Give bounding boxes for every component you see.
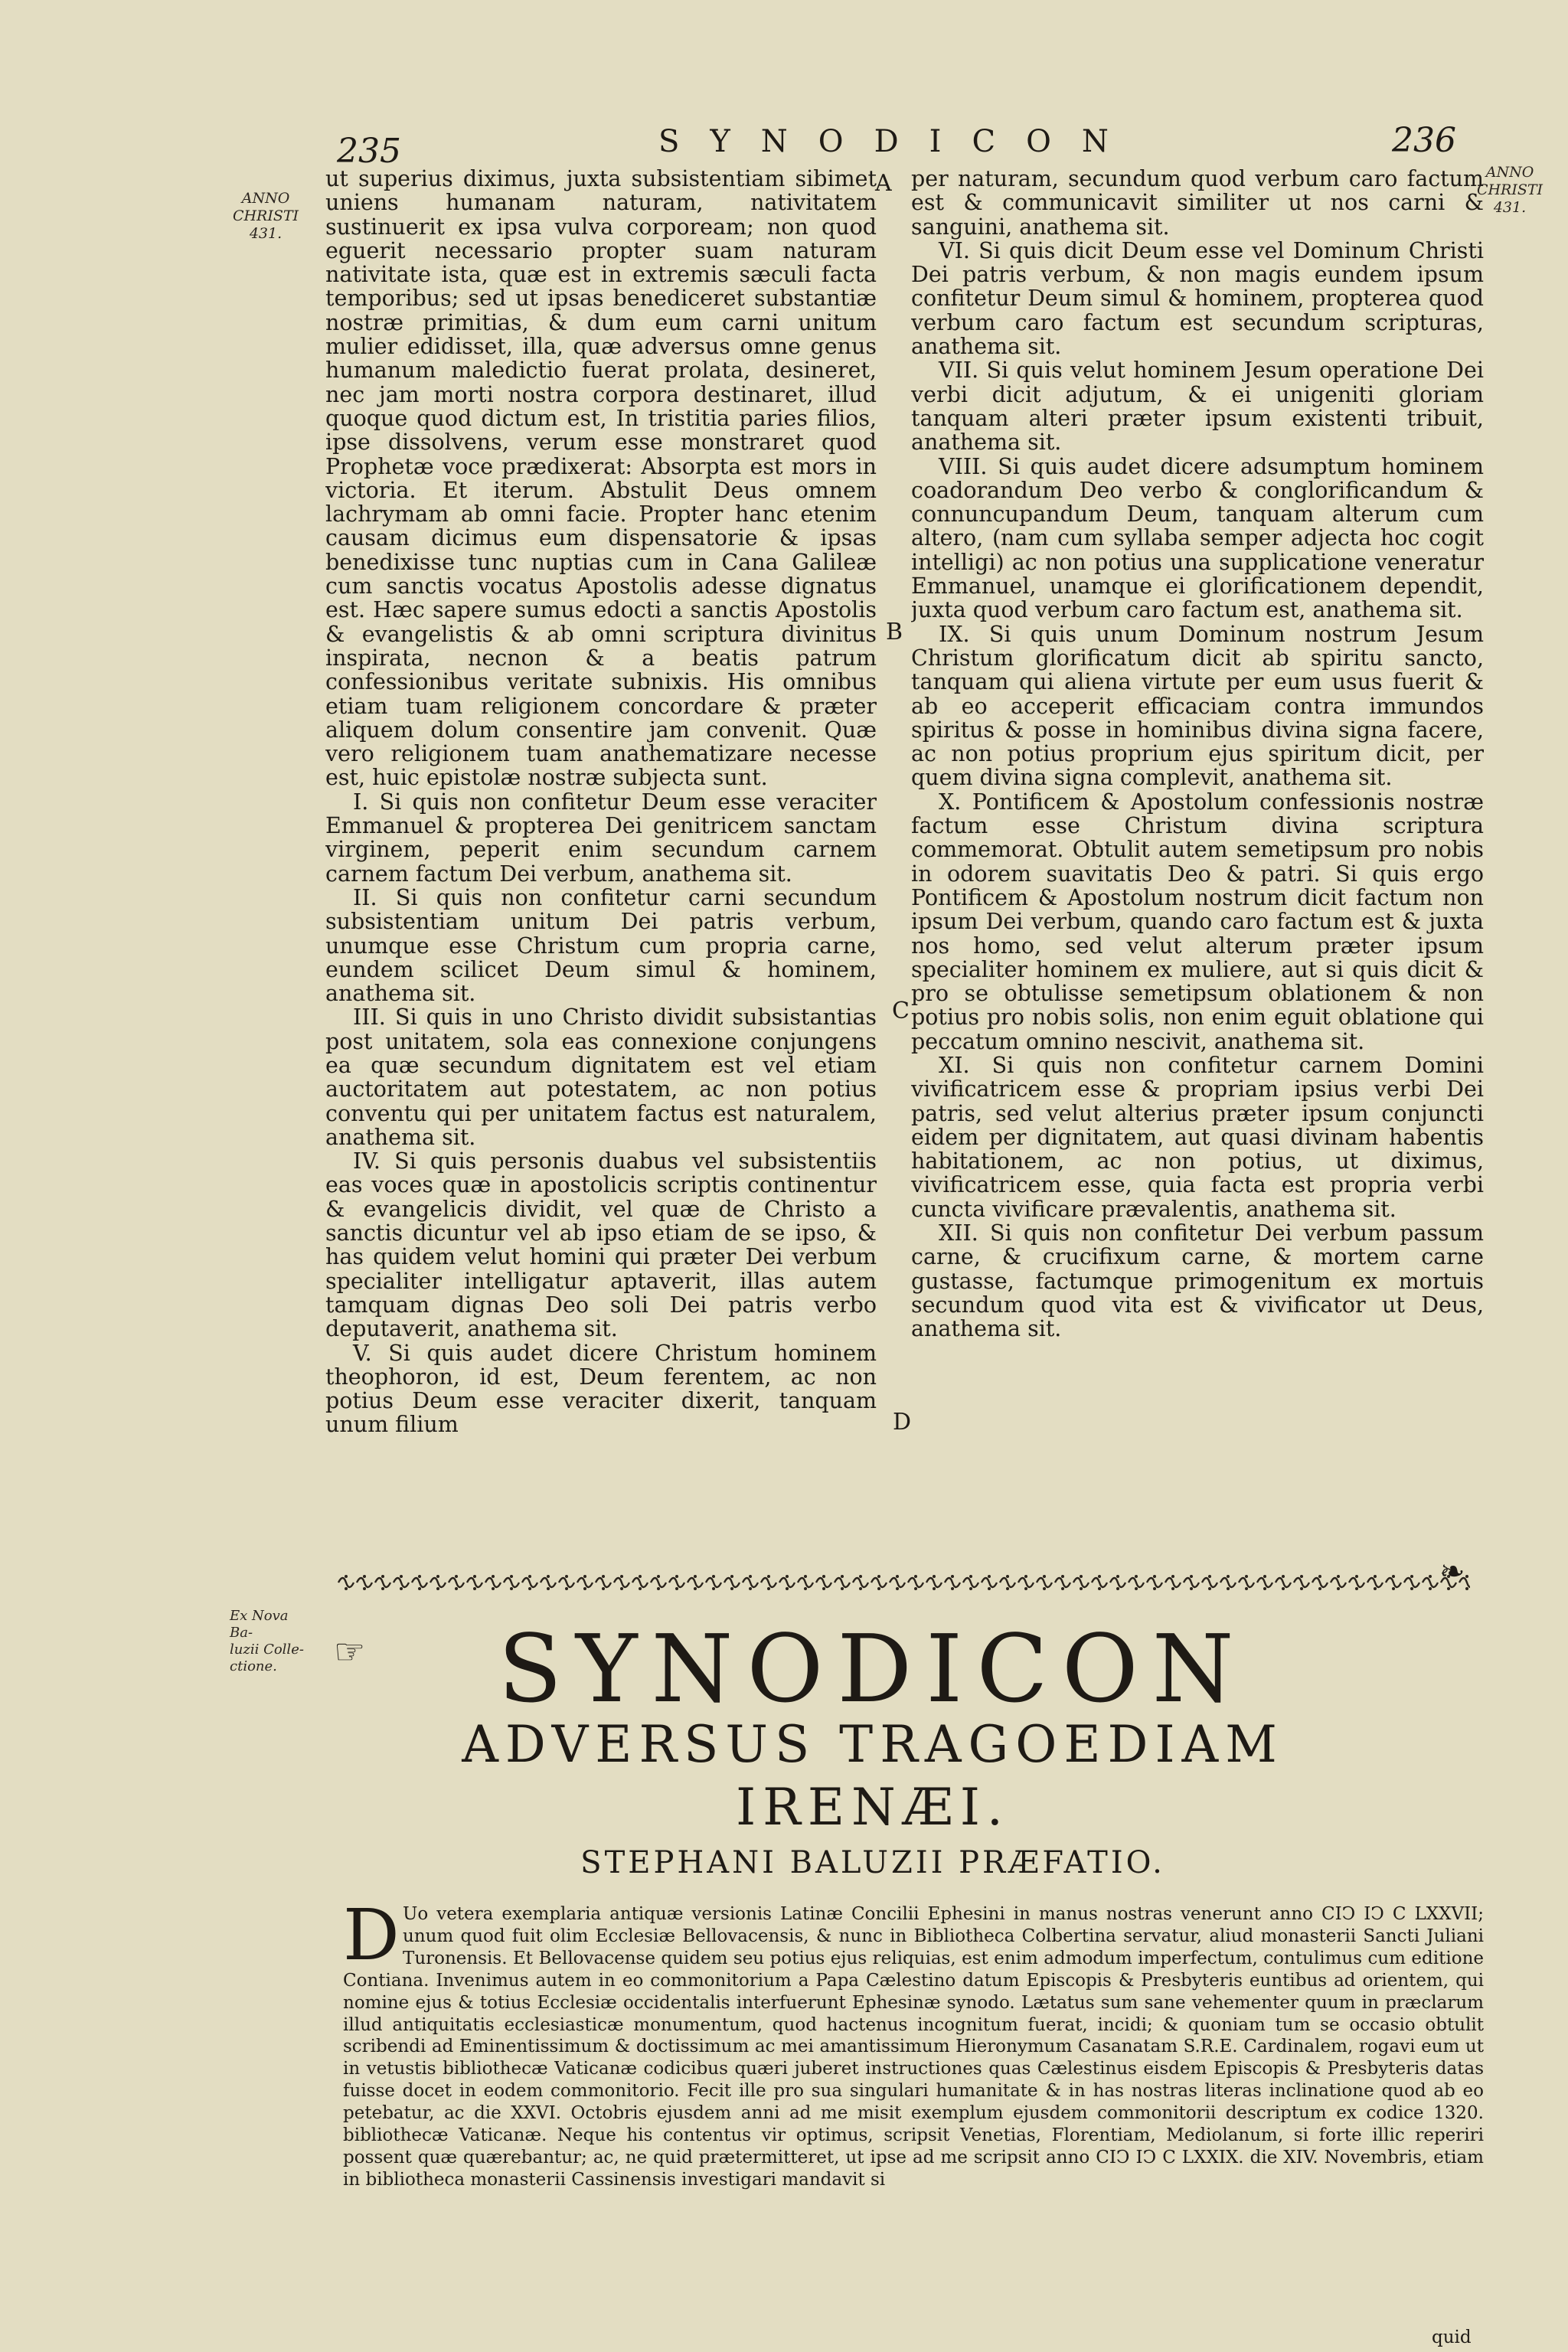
text-column-left	[325, 167, 877, 1576]
margin-note-line: CHRISTI	[232, 207, 299, 224]
margin-note-line: CHRISTI	[1476, 181, 1544, 198]
anathema-2: II. Si quis non confitetur carni secundum subsistentiam unitum Dei patris verbum, unumque esse Christum cum propria carne, eundem scilicet Deum simul & hominem, anathema sit.	[325, 884, 877, 1007]
anathema-5: V. Si quis audet dicere Christum hominem theophoron, id est, Deum ferentem, ac non potius Deum esse veraciter dixerit, tanquam unum filium	[325, 1340, 877, 1438]
section-letter-a: A	[875, 170, 892, 197]
subtitle-line-1: ADVERSUS TRAGOEDIAM	[462, 1715, 1284, 1774]
anathema-4: IV. Si quis personis duabus vel subsistentiis eas voces quæ in apostolicis scriptis continentur & evangelicis dividit, vel quæ de Christo a sanctis dicuntur vel ab ipso etiam de se ipso, & has quidem velut homini qui præter Dei verbum specialiter intelligatur aptaverit, illas autem tamquam dignas Deo soli Dei patris verbo deputaverit, anathema sit.	[325, 1148, 877, 1342]
anathema-6: VI. Si quis dicit Deum esse vel Dominum Christi Dei patris verbum, & non magis eundem ipsum confitetur Deum simul & hominem, propterea quod verbum caro factum est secundum scripturas, anathema sit.	[911, 237, 1484, 360]
anathema-8: VIII. Si quis audet dicere adsumptum hominem coadorandum Deo verbo & conglorificandum & connuncupandum Deum, tanquam alterum cum altero, (nam cum syllaba semper adjecta hoc cogit intelligi) ac non potius una supplicatione veneratur Emmanuel, unamque ei glorificationem dependit, juxta quod verbum caro factum est, anathema sit.	[911, 453, 1484, 623]
anathema-11: XI. Si quis non confitetur carnem Domini vivificatricem esse & propriam ipsius verbi Dei patris, sed velut alterius præter ipsum conjuncti eidem per dignitatem, aut quasi divinam habentis habitationem, ac non potius, ut diximus, vivificatricem esse, quia facta est propria verbi cuncta vivificare prævalentis, anathema sit.	[911, 1052, 1484, 1222]
margin-note-year-left	[216, 190, 315, 243]
margin-note-line: ANNO	[241, 190, 290, 207]
anathema-10: X. Pontificem & Apostolum confessionis nostræ factum esse Christum divina scriptura commemorat. Obtulit autem semetipsum pro nobis in odorem suavitatis Deo & patri. Si quis ergo Pontificem & Apostolum nostrum dicit factum non ipsum Dei verbum, quando caro factum est & juxta nos homo, sed velut alterum præter ipsum specialiter hominem ex muliere, aut si quis dicit & pro se obtulisse semetipsum oblationem & non potius pro nobis solis, non enim eguit oblatione qui peccatum omnino nescivit, anathema sit.	[911, 789, 1484, 1054]
margin-note-source	[230, 1608, 314, 1675]
margin-note-line: 431.	[249, 225, 283, 242]
page-number-left: 235	[337, 132, 401, 171]
running-title: SYNODICON	[658, 124, 1139, 159]
section-letter-b: B	[886, 619, 903, 645]
catchword: quid	[1432, 2328, 1472, 2347]
flourish-icon: ❧	[1439, 1554, 1465, 1589]
preface-text: Uo vetera exemplaria antiquæ versionis Latinæ Concilii Ephesini in manus nostras venerunt anno CIↃ IↃ C LXXVII; unum quod fuit olim Ecclesiæ Bellovacensis, & nunc in Bibliotheca Colbertina servatur, aliud monasterii Sancti Juliani Turonensis. Et Bellovacense quidem seu potius ejus reliquias, est enim admodum imperfectum, contulimus cum editione Contiana. Invenimus autem in eo commonitorium a Papa Cælestino datum Episcopis & Presbyteris euntibus ad orientem, qui nomine ejus & totius Ecclesiæ occidentalis interfuerunt Ephesinæ synodo. Lætatus sum sane vehementer quum in præclarum illud antiquitatis ecclesiasticæ monumentum, quod hactenus incognitum fuerat, incidi; & quoniam tum se occasio obtulit scribendi ad Eminentissimum & doctissimum ac mei amantissimum Hieronymum Casanatam S.R.E. Cardinalem, rogavi eum ut in vetustis bibliothecæ Vaticanæ codicibus quæri juberet instructiones quas Cælestinus eisdem Episcopis & Presbyteris datas fuisse docet in eodem commonitorio. Fecit ille pro sua singulari humanitate & in has nostras literas inclinatione quod ab eo petebatur, ac die XXVI. Octobris ejusdem anni ad me misit exemplum ejusdem commonitorii descriptum ex codice 1320. bibliothecæ Vaticanæ. Neque his contentus vir optimus, scripsit Venetias, Florentiam, Mediolanum, si forte illic reperiri possent quæ quærebantur; ac, ne quid prætermitteret, ut ipse ad me scripsit anno CIↃ IↃ C LXXIX. die XIV. Novembris, etiam in bibliotheca monasterii Cassinensis investigari mandavit si	[343, 1904, 1484, 2190]
pointing-hand-icon: ☞	[334, 1631, 366, 1672]
anathema-1: I. Si quis non confitetur Deum esse veraciter Emmanuel & propterea Dei genitricem sanctam virginem, peperit enim secundum carnem carnem factum Dei verbum, anathema sit.	[325, 789, 877, 887]
anathema-9: IX. Si quis unum Dominum nostrum Jesum Christum glorificatum dicit ab spiritu sancto, tanquam qui aliena virtute per eum usus fuerit & ab eo acceperit efficaciam contra immundos spiritus & posse in hominibus divina signa facere, ac non potius proprium ejus spiritum dicit, per quem divina signa complevit, anathema sit.	[911, 621, 1484, 791]
drop-cap: D	[343, 1894, 400, 1976]
text-column-right	[911, 167, 1484, 1557]
margin-note-line: Ex Nova Ba-	[230, 1608, 289, 1641]
anathema-3: III. Si quis in uno Christo dividit subsistantias post unitatem, sola eas connexione conjungens ea quæ secundum dignitatem est vel etiam auctoritatem aut potestatem, ac non potius conventu qui per unitatem factus est naturalem, anathema sit.	[325, 1004, 877, 1150]
paragraph: ut superius diximus, juxta subsistentiam sibimet uniens humanam naturam, nativitatem sustinuerit ex ipsa vulva corpoream; non quod eguerit necessario propter suam naturam nativitate ista, quæ est in extremis sæculi facta temporibus; sed ut ipsas benediceret substantiæ nostræ primitias, & dum eum carni unitum mulier edidisset, illa, quæ adversus omne genus humanum maledictio fuerat prolata, desineret, nec jam morti nostra corpora destinaret, illud quoque quod dictum est, In tristitia paries filios, ipse dissolvens, verum esse monstraret quod Prophetæ voce prædixerat: Absorpta est mors in victoria. Et iterum. Abstulit Deus omnem lachrymam ab omni facie. Propter hanc etenim causam dicimus eum dispensatorie & ipsas benedixisse tunc nuptias cum in Cana Galileæ cum sanctis vocatus Apostolis adesse dignatus est. Hæc sapere sumus edocti a sanctis Apostolis & evangelistis & ab omni scriptura divinitus inspirata, necnon & a beatis patrum confessionibus veritate subnixis. His omnibus etiam tuam religionem concordare & præter aliquem dolum consentire jam convenit. Quæ vero religionem tuam anathematizare necesse est, huic epistolæ nostræ subjecta sunt.	[325, 167, 877, 791]
preface-title: STEPHANI BALUZII PRÆFATIO.	[580, 1845, 1165, 1880]
anathema-12: XII. Si quis non confitetur Dei verbum passum carne, & crucifixum carne, & mortem carne gustasse, factumque primogenitum ex mortuis secundum quod vita est & vivificator ut Deus, anathema sit.	[911, 1220, 1484, 1342]
margin-note-line: ctione.	[230, 1658, 277, 1674]
section-letter-d: D	[893, 1409, 912, 1436]
ornament-border	[337, 1572, 1470, 1593]
section-letter-c: C	[892, 998, 910, 1024]
margin-note-line: 431.	[1493, 199, 1527, 216]
margin-note-line: luzii Colle-	[230, 1642, 304, 1658]
margin-note-line: ANNO	[1485, 164, 1534, 181]
main-title: SYNODICON	[498, 1615, 1248, 1723]
page-number-right: 236	[1392, 121, 1456, 160]
subtitle-line-2: IRENÆI.	[736, 1778, 1010, 1837]
anathema-7: VII. Si quis velut hominem Jesum operatione Dei verbi dicit adjutum, & ei unigeniti gloriam tanquam alteri præter ipsum existenti tribuit, anathema sit.	[911, 358, 1484, 456]
running-head	[0, 121, 1568, 171]
paragraph: per naturam, secundum quod verbum caro factum est & communicavit similiter ut nos carni & sanguini, anathema sit.	[911, 167, 1484, 240]
